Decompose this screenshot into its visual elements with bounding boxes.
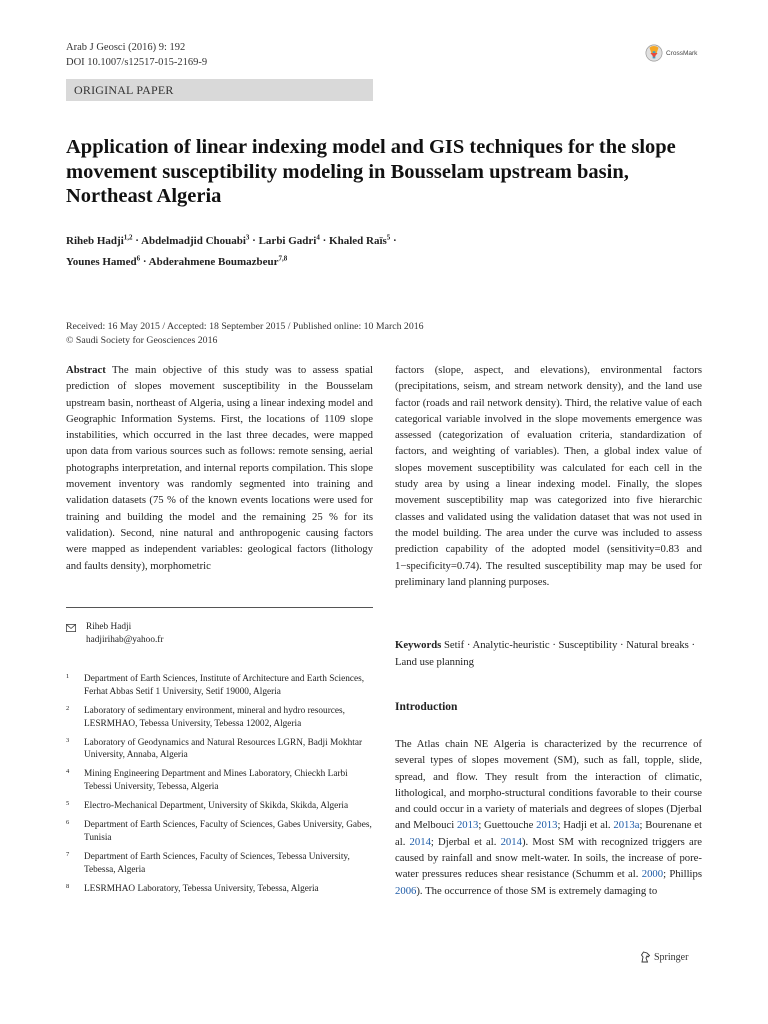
introduction-body — [395, 736, 702, 899]
introduction-text: The Atlas chain NE Algeria is characterized by the recurrence of several types of slopes movement (SM), such as fall, topple, slide, spread, and flow. They result from the interaction of climatic, lithological, and morpho-structural conditions favorable to their course and could occur in a variety of materials and degrees of slopes (Djerbal and Melbouci — [395, 738, 702, 832]
affiliations — [66, 673, 373, 902]
citation-link[interactable]: 2006 — [395, 884, 417, 897]
author-list: Riheb Hadji$^{1,2}$ · Abdelmadjid Chouabi$^3$ · Larbi Gadri$^4$ · Khaled Raïs$^5$ · Younes Hamed$^6$ · Abderahmene Boumazbeur$^{7,8}$ — [66, 233, 397, 268]
keywords-heading: Keywords — [395, 639, 442, 651]
author[interactable]: Khaled Raïs$^5$ — [329, 233, 391, 247]
corresponding-author: Riheb Hadji — [86, 622, 132, 632]
keywords-text: Setif · Analytic-heuristic · Susceptibility · Natural breaks · Land use planning — [395, 639, 696, 668]
journal-citation: Arab J Geosci (2016) 9: 192 — [66, 42, 186, 53]
publisher-logo — [640, 951, 688, 963]
article-title: Application of linear indexing model and GIS techniques for the slope movement susceptibility modeling in Bousselam upstream basin, Northeast Algeria — [66, 136, 676, 207]
copyright-line: © Saudi Society for Geosciences 2016 — [66, 335, 218, 346]
envelope-icon — [66, 624, 76, 632]
introduction-heading: Introduction — [395, 701, 458, 713]
journal-info — [66, 40, 207, 70]
springer-horse-icon — [640, 951, 651, 963]
introduction-text: ; Hadji et al. — [557, 819, 614, 832]
abstract-heading: Abstract — [66, 364, 106, 376]
affiliation: 4 Mining Engineering Department and Mines Laboratory, Chieckh Larbi Tebessi University, Tebessa, Algeria — [66, 768, 348, 793]
author[interactable]: Larbi Gadri$^4$ — [258, 233, 320, 247]
citation-link[interactable]: 2000 — [641, 868, 664, 881]
affiliation: 7 Department of Earth Sciences, Faculty of Sciences, Tebessa University, Tebessa, Algeria — [66, 851, 350, 875]
affiliation: 8 LESRMHAO Laboratory, Tebessa University, Tebessa, Algeria — [66, 882, 319, 894]
introduction-text: ; Bourenane et al. — [395, 819, 702, 848]
corresponding-email[interactable]: hadjirihab@yahoo.fr — [86, 635, 164, 645]
introduction-text: ). The occurrence of those SM is extremely damaging to — [416, 884, 658, 897]
affiliation: 2 Laboratory of sedimentary environment, mineral and hydro resources, LESRMHAO, Tebessa University, Tebessa 12002, Algeria — [66, 704, 345, 729]
author[interactable]: Abderahmene Boumazbeur$^{7,8}$ — [148, 254, 288, 268]
citation-link[interactable]: 2013a — [613, 819, 640, 832]
author[interactable]: Younes Hamed$^6$ — [66, 254, 141, 268]
received-line: Received: 16 May 2015 / Accepted: 18 September 2015 / Published online: 10 March 2016 — [66, 321, 424, 332]
affiliation: 6 Department of Earth Sciences, Faculty of Sciences, Gabes University, Gabes, Tunisia — [66, 819, 372, 843]
author[interactable]: Abdelmadjid Chouabi$^3$ — [141, 233, 250, 247]
introduction-text: ). Most SM with recognized triggers are caused by rainfall and snow melt-water. In soils, the increase of pore-water pressures reduces shear resistance (Schumm et al. — [395, 835, 702, 881]
affiliation: 1 Department of Earth Sciences, Institute of Architecture and Earth Sciences, Ferhat Abbas Setif 1 University, Setif 19000, Algeria — [66, 673, 365, 697]
introduction-text: ; Guettouche — [478, 819, 537, 832]
introduction-text: ; Djerbal et al. — [430, 835, 501, 848]
crossmark-label: CrossMark — [666, 49, 698, 57]
affiliation: 3 Laboratory of Geodynamics and Natural Resources LGRN, Badji Mokhtar University, Annaba, Algeria — [66, 736, 363, 761]
doi[interactable]: DOI 10.1007/s12517-015-2169-9 — [66, 57, 208, 68]
abstract-right: factors (slope, aspect, and elevations), environmental factors (precipitations, seism, and stream network density), and the land use factor (roads and rail network density). Third, the relative value of each categorical variable involved in the slope movements emergence was assessed (categorization of evaluation criteria, standardization of factors, and weighting of variables). Then, a global index value of slopes movement susceptibility was calculated for each cell in the study area by using a linear indexing model. Finally, the slopes movement susceptibility map was categorized into five hierarchic classes and validated using the validation dataset that was not used in the model building. The area under the curve was included to assess prediction capability of the adopted model (sensitivity=0.83 and 1−specificity=0.74). The resulted susceptibility map may be used for preliminary land planning purposes. — [395, 364, 702, 588]
crossmark-badge[interactable] — [645, 44, 697, 62]
introduction-text: ; Phillips — [663, 868, 703, 881]
abstract-text-left: The main objective of this study was to assess spatial prediction of slopes movement susceptibility in the Bousselam upstream basin, northeast of Algeria, using a linear indexing model and Geographic Information Systems. First, the locations of 1109 slope instabilities, which occurred in the last three decades, were mapped upon data from various sources such as follows: remote sensing, aerial photographs interpretation, and internal reports compilation. This slope movement inventory was randomly segmented into training and validation datasets (75 % of the known events locations were used for training and building the model and the remaining 25 % for its validation). Second, nine natural and anthropogenic causing factors were mapped as independent variables: geological factors (lithology and faults density), morphometric — [66, 364, 373, 572]
publisher-name: Springer — [654, 951, 689, 963]
keywords — [395, 637, 702, 671]
citation-link[interactable]: 2013 — [456, 819, 479, 832]
abstract-left — [66, 362, 373, 574]
affiliation: 5 Electro-Mechanical Department, University of Skikda, Skikda, Algeria — [66, 800, 349, 812]
citation-link[interactable]: 2013 — [536, 819, 558, 832]
citation-link[interactable]: 2014 — [409, 835, 431, 848]
author[interactable]: Riheb Hadji$^{1,2}$ — [66, 233, 133, 247]
citation-link[interactable]: 2014 — [500, 835, 522, 848]
article-type-banner: ORIGINAL PAPER — [66, 79, 373, 101]
footnote-divider — [66, 607, 373, 608]
publication-dates — [66, 320, 706, 348]
crossmark-icon — [645, 44, 663, 62]
